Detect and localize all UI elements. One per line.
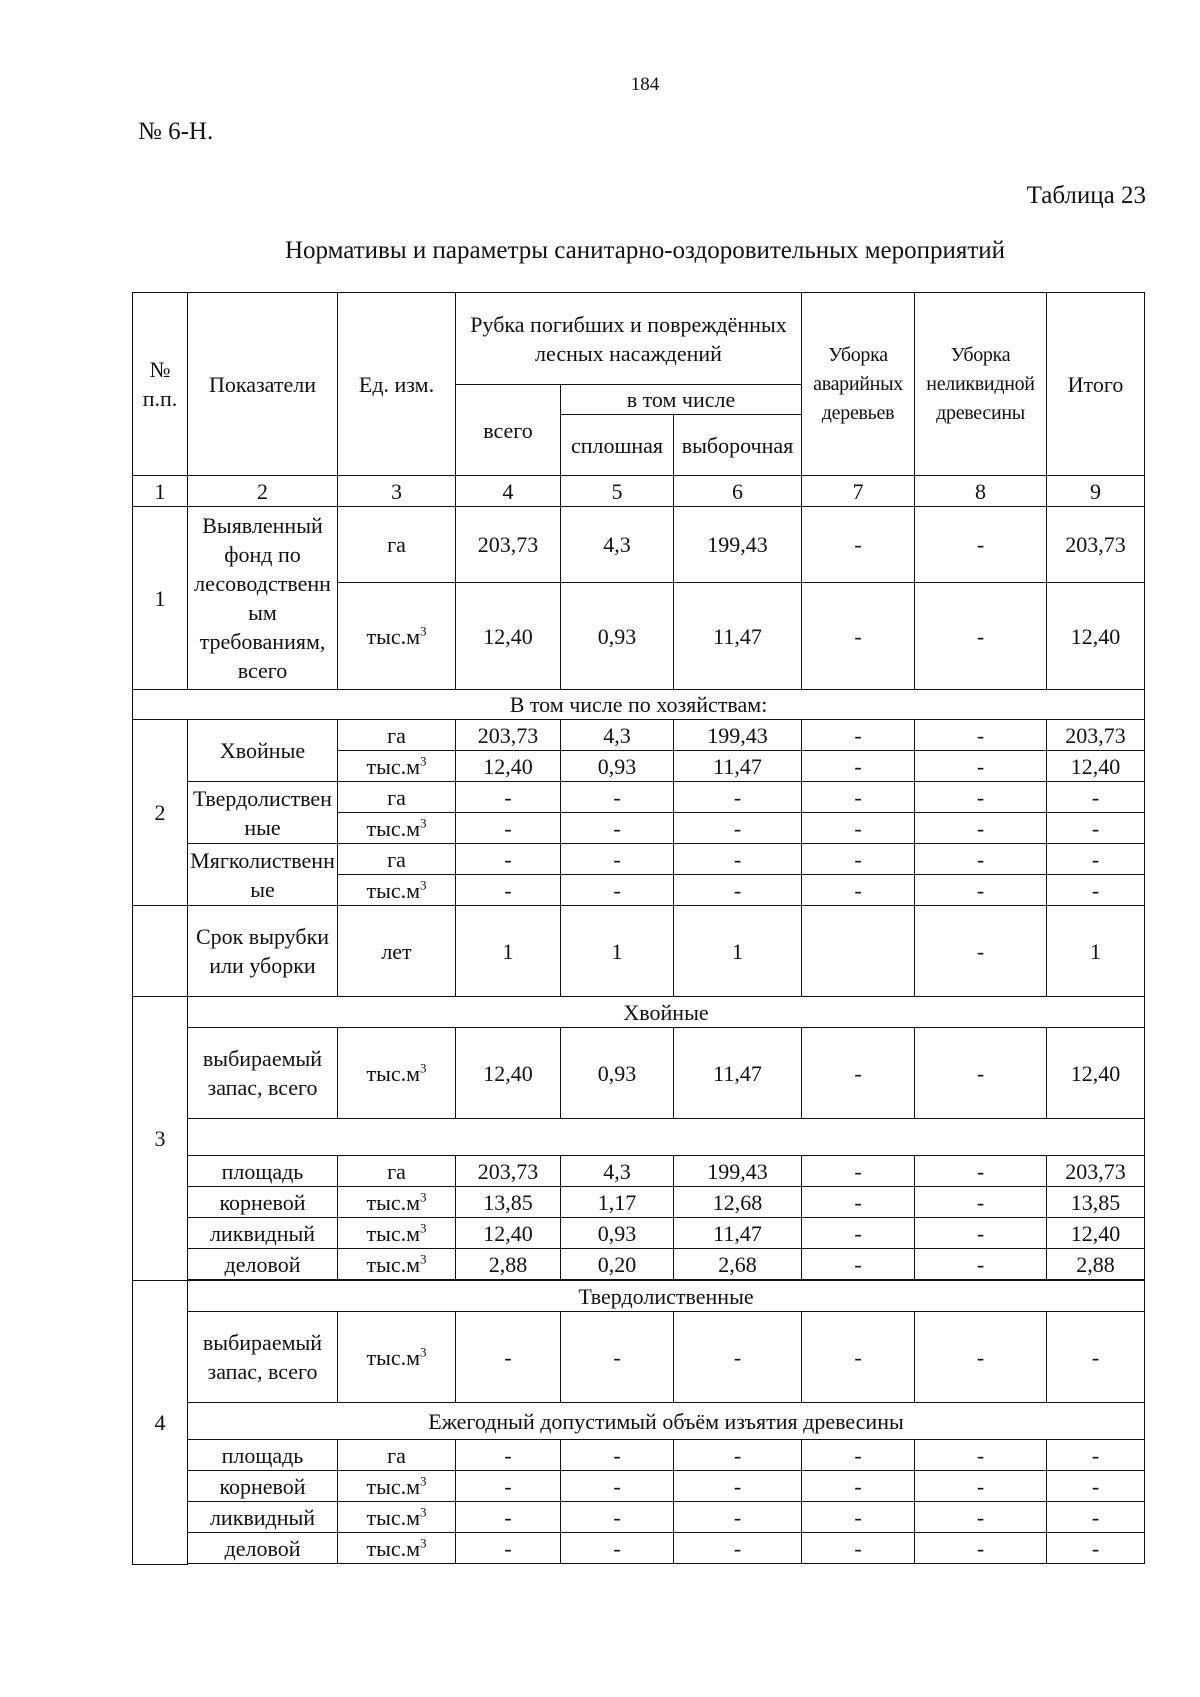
unit-cell: га [338, 782, 456, 813]
value-cell: 1,17 [561, 1187, 674, 1218]
value-cell: 12,40 [456, 1218, 561, 1249]
column-number: 1 [133, 476, 188, 507]
row-label: корневой [188, 1471, 338, 1502]
value-cell: - [456, 813, 561, 844]
value-cell: - [802, 751, 915, 782]
unit-cell: $тыс.м^3$ [338, 1471, 456, 1502]
value-cell: - [456, 1533, 561, 1564]
value-cell: 199,43 [674, 720, 802, 751]
column-numbers-row [133, 476, 1145, 507]
table-row [133, 507, 1145, 583]
value-cell: 4,3 [561, 507, 674, 583]
header-row [133, 293, 1145, 385]
unit-cell: $тыс.м^3$ [338, 583, 456, 690]
value-cell: - [456, 844, 561, 875]
unit-cell: га [338, 507, 456, 583]
table-row [133, 1218, 1145, 1249]
value-cell: 199,43 [674, 1156, 802, 1187]
value-cell: - [1047, 1502, 1145, 1533]
value-cell: - [561, 1502, 674, 1533]
row-label: ликвидный [188, 1218, 338, 1249]
section-heading: В том числе по хозяйствам: [133, 690, 1145, 720]
value-cell: 203,73 [456, 720, 561, 751]
column-number: 9 [1047, 476, 1145, 507]
unit-cell: $тыс.м^3$ [338, 813, 456, 844]
value-cell: - [802, 782, 915, 813]
table-row [133, 720, 1145, 751]
value-cell: - [915, 1471, 1047, 1502]
value-cell: - [561, 1440, 674, 1471]
column-number: 2 [188, 476, 338, 507]
value-cell: 0,93 [561, 1028, 674, 1119]
value-cell: 12,68 [674, 1187, 802, 1218]
value-cell: - [915, 844, 1047, 875]
value-cell: - [915, 1312, 1047, 1403]
unit-cell: $тыс.м^3$ [338, 1249, 456, 1280]
value-cell: 203,73 [456, 1156, 561, 1187]
table-row [133, 1249, 1145, 1280]
unit-cell: $тыс.м^3$ [338, 875, 456, 906]
table-row [133, 1403, 1145, 1440]
value-cell: - [802, 1533, 915, 1564]
row-label: ликвидный [188, 1502, 338, 1533]
value-cell: - [1047, 844, 1145, 875]
value-cell: - [802, 1218, 915, 1249]
value-cell: - [456, 1312, 561, 1403]
value-cell: - [915, 1156, 1047, 1187]
row-label: выбираемый запас, всего [188, 1028, 338, 1119]
header-num: № п.п. [133, 293, 188, 476]
value-cell: 4,3 [561, 720, 674, 751]
value-cell: - [456, 1502, 561, 1533]
header-felling-group: Рубка погибших и повреждённых лесных насаждений [456, 293, 802, 385]
value-cell: - [802, 1249, 915, 1280]
value-cell: - [561, 782, 674, 813]
value-cell: - [915, 875, 1047, 906]
value-cell: - [915, 1249, 1047, 1280]
unit-cell: га [338, 1440, 456, 1471]
header-clear: сплошная [561, 415, 674, 476]
value-cell: - [915, 751, 1047, 782]
value-cell: 13,85 [456, 1187, 561, 1218]
column-number: 6 [674, 476, 802, 507]
value-cell: - [915, 1440, 1047, 1471]
value-cell: 0,20 [561, 1249, 674, 1280]
row-label: Твердолиственные [188, 782, 338, 844]
table-title: Нормативы и параметры санитарно-оздоровительных мероприятий [284, 237, 1006, 264]
value-cell: - [802, 720, 915, 751]
value-cell: 11,47 [674, 1218, 802, 1249]
value-cell [802, 906, 915, 997]
table-row [133, 1187, 1145, 1218]
table-row [133, 782, 1145, 813]
value-cell: 12,40 [1047, 1218, 1145, 1249]
header-indicators: Показатели [188, 293, 338, 476]
value-cell: 11,47 [674, 1028, 802, 1119]
document-reference: № 6-Н. [138, 118, 214, 145]
value-cell: - [915, 1533, 1047, 1564]
group-heading: Твердолиственные [188, 1281, 1145, 1312]
value-cell: - [802, 583, 915, 690]
value-cell: 1 [456, 906, 561, 997]
value-cell: 203,73 [456, 507, 561, 583]
value-cell: - [915, 507, 1047, 583]
value-cell: - [561, 844, 674, 875]
page-number: 184 [630, 74, 660, 95]
row-label: Мягколиственные [188, 844, 338, 906]
value-cell: 2,88 [456, 1249, 561, 1280]
value-cell: 0,93 [561, 583, 674, 690]
value-cell: - [915, 1028, 1047, 1119]
row-label: Срок вырубки или уборки [188, 906, 338, 997]
annual-heading: Ежегодный допустимый объём изъятия древесины [188, 1403, 1145, 1440]
column-number: 5 [561, 476, 674, 507]
value-cell: - [915, 1502, 1047, 1533]
value-cell: - [674, 1312, 802, 1403]
value-cell: - [802, 844, 915, 875]
table-row [133, 1533, 1145, 1564]
value-cell: - [674, 813, 802, 844]
value-cell: - [802, 1156, 915, 1187]
value-cell: - [674, 1533, 802, 1564]
table-row [133, 1156, 1145, 1187]
value-cell: - [802, 1471, 915, 1502]
value-cell: - [1047, 1440, 1145, 1471]
value-cell: - [802, 1312, 915, 1403]
value-cell: - [561, 1312, 674, 1403]
value-cell: - [915, 1218, 1047, 1249]
unit-cell: га [338, 844, 456, 875]
table-row [133, 1502, 1145, 1533]
row-label: Хвойные [188, 720, 338, 782]
column-number: 8 [915, 476, 1047, 507]
value-cell: - [802, 1187, 915, 1218]
value-cell: - [674, 782, 802, 813]
value-cell: 0,93 [561, 751, 674, 782]
value-cell: - [915, 906, 1047, 997]
value-cell: 11,47 [674, 751, 802, 782]
row-label: деловой [188, 1249, 338, 1280]
spacer-row [133, 1564, 1145, 1565]
unit-cell: $тыс.м^3$ [338, 1028, 456, 1119]
header-unit: Ед. изм. [338, 293, 456, 476]
unit-cell: $тыс.м^3$ [338, 1187, 456, 1218]
value-cell: - [674, 1471, 802, 1502]
value-cell: - [802, 1028, 915, 1119]
value-cell: 2,88 [1047, 1249, 1145, 1280]
row-num: 4 [133, 1281, 188, 1565]
value-cell: - [1047, 1312, 1145, 1403]
value-cell: 1 [674, 906, 802, 997]
unit-cell: га [338, 1156, 456, 1187]
table-row [133, 1440, 1145, 1471]
value-cell: - [456, 1440, 561, 1471]
value-cell: 203,73 [1047, 1156, 1145, 1187]
value-cell: - [674, 875, 802, 906]
unit-cell: $тыс.м^3$ [338, 1312, 456, 1403]
value-cell: - [915, 813, 1047, 844]
table-row [133, 1028, 1145, 1119]
unit-cell: $тыс.м^3$ [338, 1218, 456, 1249]
unit-cell: лет [338, 906, 456, 997]
unit-cell: $тыс.м^3$ [338, 1533, 456, 1564]
value-cell: - [1047, 875, 1145, 906]
value-cell: - [1047, 782, 1145, 813]
value-cell: 11,47 [674, 583, 802, 690]
value-cell: 12,40 [1047, 583, 1145, 690]
value-cell: - [456, 875, 561, 906]
value-cell: - [561, 1471, 674, 1502]
group-heading: Хвойные [188, 997, 1145, 1028]
value-cell: - [1047, 1533, 1145, 1564]
value-cell: 12,40 [456, 583, 561, 690]
value-cell: - [802, 1440, 915, 1471]
table-row [133, 906, 1145, 997]
header-total-felling: всего [456, 385, 561, 476]
value-cell: 12,40 [456, 1028, 561, 1119]
value-cell: 1 [1047, 906, 1145, 997]
value-cell: 12,40 [1047, 751, 1145, 782]
table-row [133, 997, 1145, 1028]
value-cell: 199,43 [674, 507, 802, 583]
row-label: корневой [188, 1187, 338, 1218]
table-row [133, 1471, 1145, 1502]
value-cell: 12,40 [456, 751, 561, 782]
value-cell: 2,68 [674, 1249, 802, 1280]
value-cell: - [561, 875, 674, 906]
value-cell: 13,85 [1047, 1187, 1145, 1218]
header-emergency: Уборка аварийных деревьев [802, 293, 915, 476]
value-cell: - [561, 813, 674, 844]
unit-cell: $тыс.м^3$ [338, 1502, 456, 1533]
row-num: 3 [133, 997, 188, 1281]
value-cell: - [915, 583, 1047, 690]
unit-cell: га [338, 720, 456, 751]
column-number: 3 [338, 476, 456, 507]
value-cell: 12,40 [1047, 1028, 1145, 1119]
header-itogo: Итого [1047, 293, 1145, 476]
header-including: в том числе [561, 385, 802, 415]
value-cell: - [915, 720, 1047, 751]
table-row [133, 1119, 1145, 1156]
value-cell: - [674, 844, 802, 875]
header-illiquid: Уборка неликвидной древесины [915, 293, 1047, 476]
row-label: Выявленный фонд по лесоводственным требованиям, всего [188, 507, 338, 690]
row-label: выбираемый запас, всего [188, 1312, 338, 1403]
value-cell: - [802, 1502, 915, 1533]
norms-table [132, 292, 1145, 1565]
value-cell: - [456, 1471, 561, 1502]
table-row [133, 1312, 1145, 1403]
row-label: деловой [188, 1533, 338, 1564]
row-num [133, 906, 188, 997]
table-label: Таблица 23 [1026, 182, 1146, 209]
column-number: 7 [802, 476, 915, 507]
value-cell: - [456, 782, 561, 813]
table-row [133, 690, 1145, 720]
header-selective: выборочная [674, 415, 802, 476]
value-cell: - [802, 507, 915, 583]
value-cell: - [674, 1502, 802, 1533]
value-cell: - [1047, 1471, 1145, 1502]
value-cell: 1 [561, 906, 674, 997]
value-cell: - [561, 1533, 674, 1564]
value-cell: - [1047, 813, 1145, 844]
row-num: 2 [133, 720, 188, 906]
value-cell: 4,3 [561, 1156, 674, 1187]
table-row [133, 844, 1145, 875]
column-number: 4 [456, 476, 561, 507]
value-cell: 203,73 [1047, 720, 1145, 751]
value-cell: 0,93 [561, 1218, 674, 1249]
empty-heading [188, 1119, 1145, 1156]
row-num: 1 [133, 507, 188, 690]
value-cell: - [915, 782, 1047, 813]
value-cell: 203,73 [1047, 507, 1145, 583]
row-label: площадь [188, 1156, 338, 1187]
value-cell: - [802, 875, 915, 906]
value-cell: - [674, 1440, 802, 1471]
row-label: площадь [188, 1440, 338, 1471]
unit-cell: $тыс.м^3$ [338, 751, 456, 782]
table-row [133, 1281, 1145, 1312]
value-cell: - [915, 1187, 1047, 1218]
value-cell: - [802, 813, 915, 844]
